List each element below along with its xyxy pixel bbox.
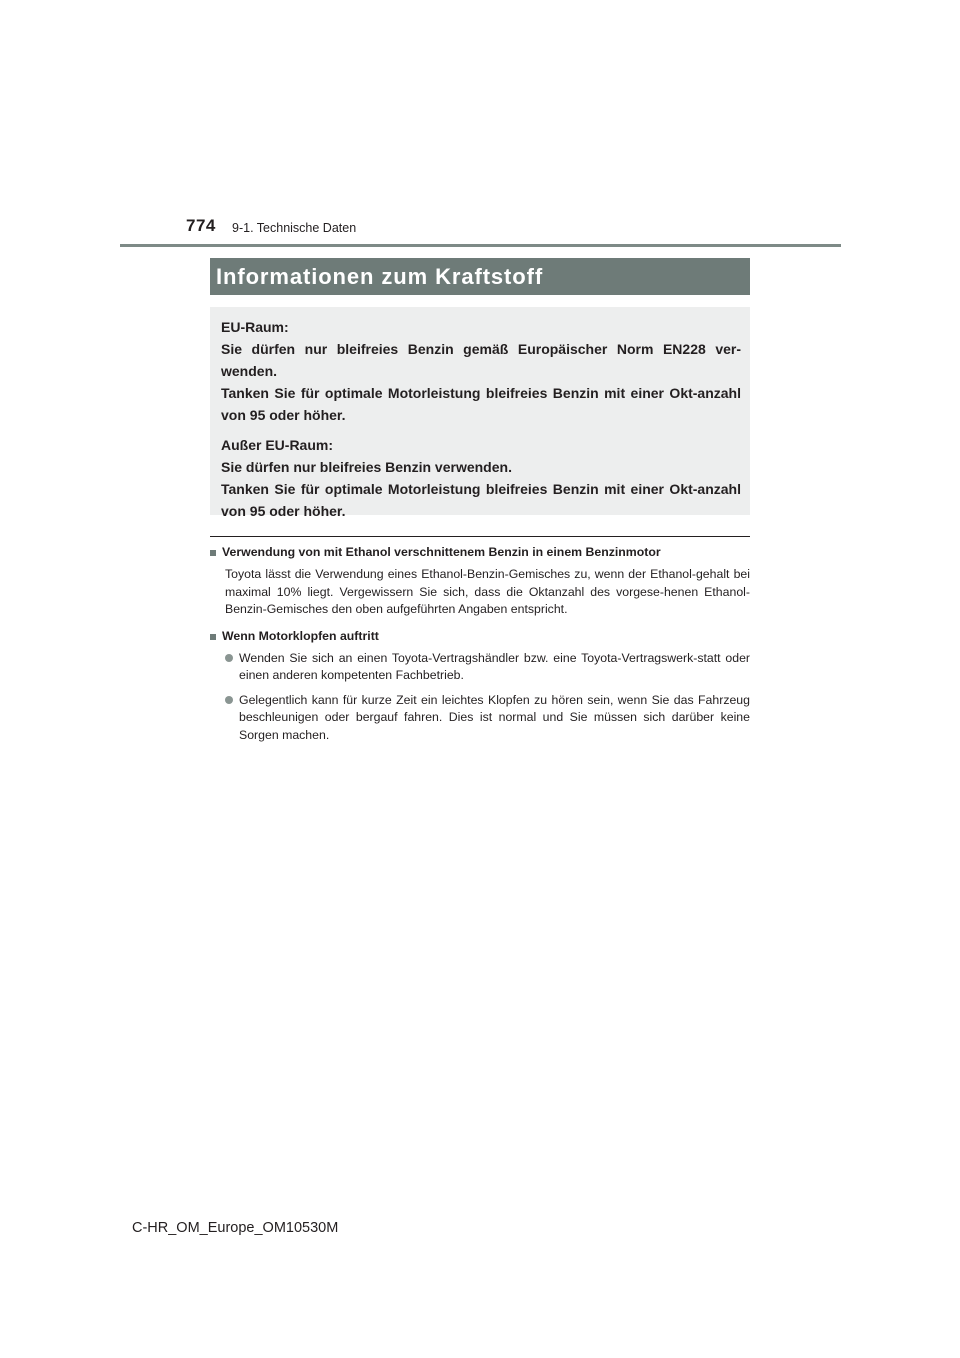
knocking-bullet-2-text: Gelegentlich kann für kurze Zeit ein leichtes Klopfen zu hören sein, wenn Sie das Fahrzeug beschleunigen oder bergauf fahren. Dies ist normal und Sie müssen sich darüber keine Sorgen machen.	[239, 692, 750, 742]
non-eu-text-1: Sie dürfen nur bleifreies Benzin verwenden.	[221, 459, 512, 475]
eu-text-1: Sie dürfen nur bleifreies Benzin gemäß Europäischer Norm EN228 ver-wenden.	[221, 341, 741, 379]
header-divider	[120, 244, 841, 247]
page-number: 774	[186, 216, 216, 235]
eu-text-2: Tanken Sie für optimale Motorleistung bleifreies Benzin mit einer Okt-anzahl von 95 oder höher.	[221, 385, 741, 423]
knocking-bullet-1-text: Wenden Sie sich an einen Toyota-Vertragshändler bzw. eine Toyota-Vertragswerk-statt oder einen anderen kompetenten Fachbetrieb.	[239, 650, 750, 682]
square-bullet-icon	[210, 550, 216, 556]
document-footer: C-HR_OM_Europe_OM10530M	[132, 1220, 339, 1236]
non-eu-text-2: Tanken Sie für optimale Motorleistung bleifreies Benzin mit einer Okt-anzahl von 95 oder höher.	[221, 481, 741, 519]
circle-bullet-icon	[225, 696, 233, 704]
eu-label: EU-Raum:	[221, 319, 289, 335]
page-title: Informationen zum Kraftstoff	[216, 263, 544, 289]
section-label: 9-1. Technische Daten	[232, 221, 357, 235]
notes-section	[210, 544, 750, 744]
knocking-bullet-1	[225, 650, 750, 685]
knocking-heading-text: Wenn Motorklopfen auftritt	[222, 628, 379, 643]
fuel-info-box	[210, 307, 750, 519]
non-eu-label: Außer EU-Raum:	[221, 437, 334, 453]
square-bullet-icon	[210, 634, 216, 640]
content-divider	[210, 536, 750, 537]
ethanol-heading-text: Verwendung von mit Ethanol verschnittenem Benzin in einem Benzinmotor	[222, 545, 661, 559]
knocking-heading	[210, 628, 750, 645]
knocking-bullet-2	[225, 692, 750, 745]
ethanol-heading	[210, 544, 750, 561]
title-bar	[210, 258, 750, 295]
circle-bullet-icon	[225, 654, 233, 662]
ethanol-paragraph: Toyota lässt die Verwendung eines Ethanol-Benzin-Gemisches zu, wenn der Ethanol-gehalt bei maximal 10% liegt. Vergewissern Sie sich, dass die Oktanzahl des vorgese-henen Ethanol-Benzin-Gemisches den oben aufgeführten Angaben entspricht.	[225, 567, 750, 616]
